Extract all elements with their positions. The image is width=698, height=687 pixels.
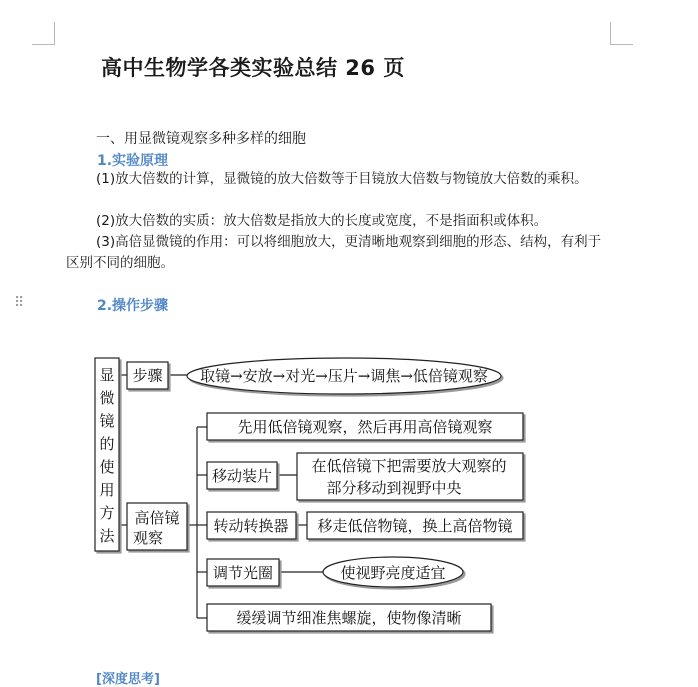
branch-2-label: 移动装片 xyxy=(211,467,273,485)
branch-4-text: 使视野亮度适宜 xyxy=(340,564,446,582)
microscope-usage-diagram xyxy=(90,350,540,640)
drag-handle-icon[interactable]: ⠿ xyxy=(14,295,25,311)
page-corner-mark-top-right xyxy=(610,22,633,45)
high-power-label-line-2: 观察 xyxy=(132,529,164,547)
document-title: 高中生物学各类实验总结 26 页 xyxy=(101,56,405,80)
root-char: 微 xyxy=(99,389,115,407)
branch-5-text: 缓缓调节细准焦螺旋，使物像清晰 xyxy=(236,609,462,627)
paragraph-high-power: (3)高倍显微镜的作用：可以将细胞放大，更清晰地观察到细胞的形态、结构，有利于区别不同的细胞。 xyxy=(66,234,602,271)
steps-label: 步骤 xyxy=(132,366,163,385)
branch-2-text-line-2: 部分移动到视野中央 xyxy=(326,479,462,497)
root-char: 的 xyxy=(99,435,115,453)
branch-1-text: 先用低倍镜观察，然后再用高倍镜观察 xyxy=(237,418,493,436)
root-box xyxy=(95,358,119,551)
branch-4-label: 调节光圈 xyxy=(212,564,274,582)
root-char: 用 xyxy=(99,481,115,499)
root-char: 法 xyxy=(99,527,115,545)
root-char: 使 xyxy=(99,458,115,476)
branch-2-text-line-1: 在低倍镜下把需要放大观察的 xyxy=(311,457,507,475)
root-char: 显 xyxy=(99,366,115,384)
next-section-heading-cut-off: [深度思考] xyxy=(96,672,160,687)
high-power-label-line-1: 高倍镜 xyxy=(134,509,180,527)
steps-text: 取镜→安放→对光→压片→调焦→低倍镜观察 xyxy=(200,367,488,385)
subheading-steps: 2.操作步骤 xyxy=(97,298,169,314)
root-char: 镜 xyxy=(99,412,115,430)
paragraph-magnification: (1)放大倍数的计算，显微镜的放大倍数等于目镜放大倍数与物镜放大倍数的乘积。 xyxy=(96,171,588,187)
page-corner-mark-top-left xyxy=(32,22,55,45)
root-char: 方 xyxy=(99,504,115,522)
section-heading-microscope: 一、用显微镜观察多种多样的细胞 xyxy=(96,131,306,147)
branch-3-text: 移走低倍物镜，换上高倍物镜 xyxy=(317,517,513,535)
branch-3-label: 转动转换器 xyxy=(213,517,289,535)
paragraph-essence: (2)放大倍数的实质：放大倍数是指放大的长度或宽度，不是指面积或体积。 xyxy=(96,213,548,229)
subheading-principle: 1.实验原理 xyxy=(97,153,169,169)
